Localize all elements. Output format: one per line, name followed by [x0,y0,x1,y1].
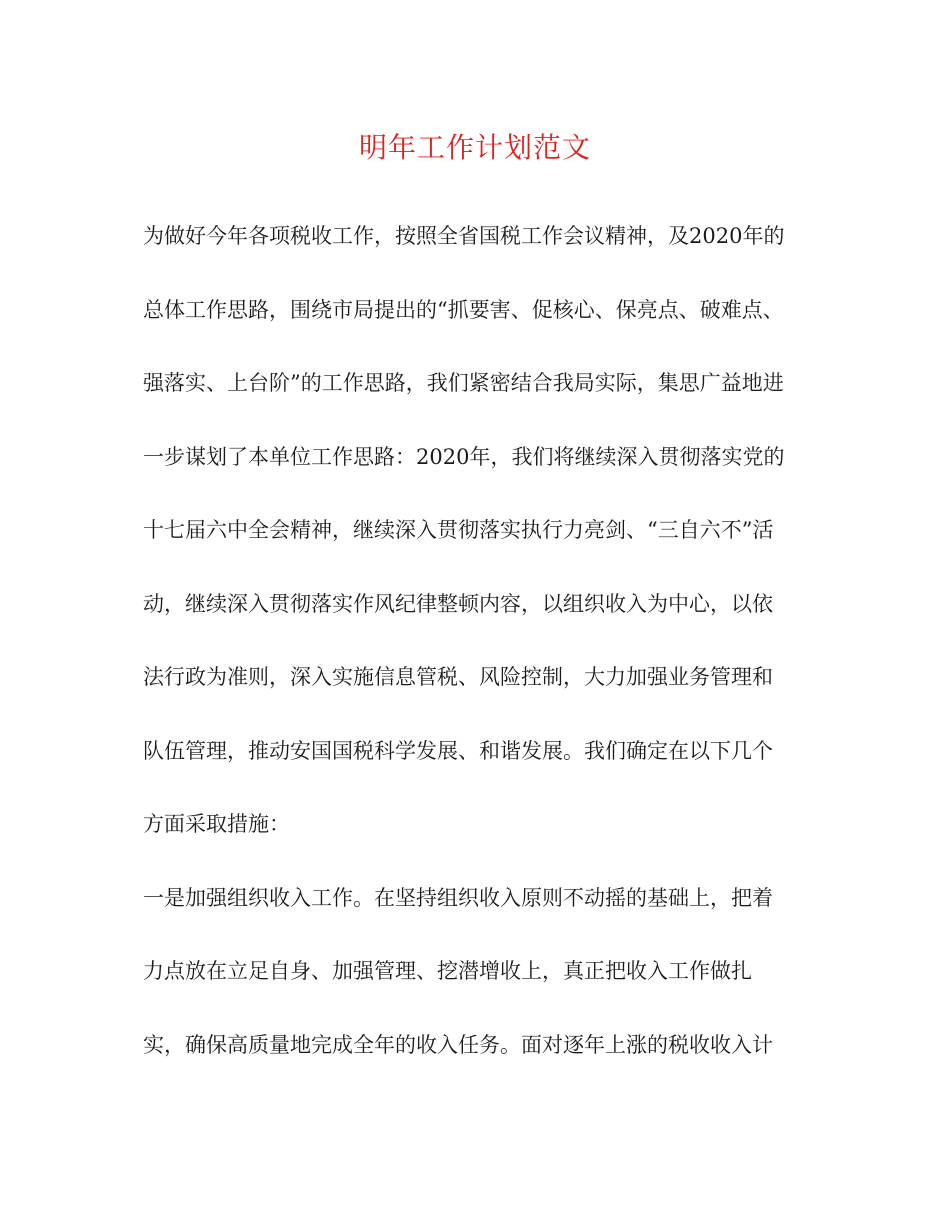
body-line: 为做好今年各项税收工作，按照全省国税工作会议精神，及2020年的 [143,224,785,248]
body-line: 一步谋划了本单位工作思路：2020年，我们将继续深入贯彻落实党的 [143,444,785,469]
body-line: 实，确保高质量地完成全年的收入任务。面对逐年上涨的税收收入计 [143,1032,773,1057]
body-line: 方面采取措施： [143,812,290,836]
body-line: 强落实、上台阶”的工作思路，我们紧密结合我局实际，集思广益地进 [143,371,784,395]
body-line: 法行政为准则，深入实施信息管税、风险控制，大力加强业务管理和 [143,665,773,689]
body-line: 总体工作思路，围绕市局提出的“抓要害、促核心、保亮点、破难点、 [143,297,784,322]
body-line: 力点放在立足自身、加强管理、挖潜增收上，真正把收入工作做扎 [143,959,752,983]
body-line: 队伍管理，推动安国国税科学发展、和谐发展。我们确定在以下几个 [143,738,773,763]
body-line: 动，继续深入贯彻落实作风纪律整顿内容，以组织收入为中心，以依 [143,591,773,616]
body-line: 一是加强组织收入工作。在坚持组织收入原则不动摇的基础上，把着 [143,885,773,910]
body-line: 十七届六中全会精神，继续深入贯彻落实执行力亮剑、“三自六不”活 [143,518,774,542]
document-body [143,220,823,1102]
document-title: 明年工作计划范文 [358,131,591,164]
